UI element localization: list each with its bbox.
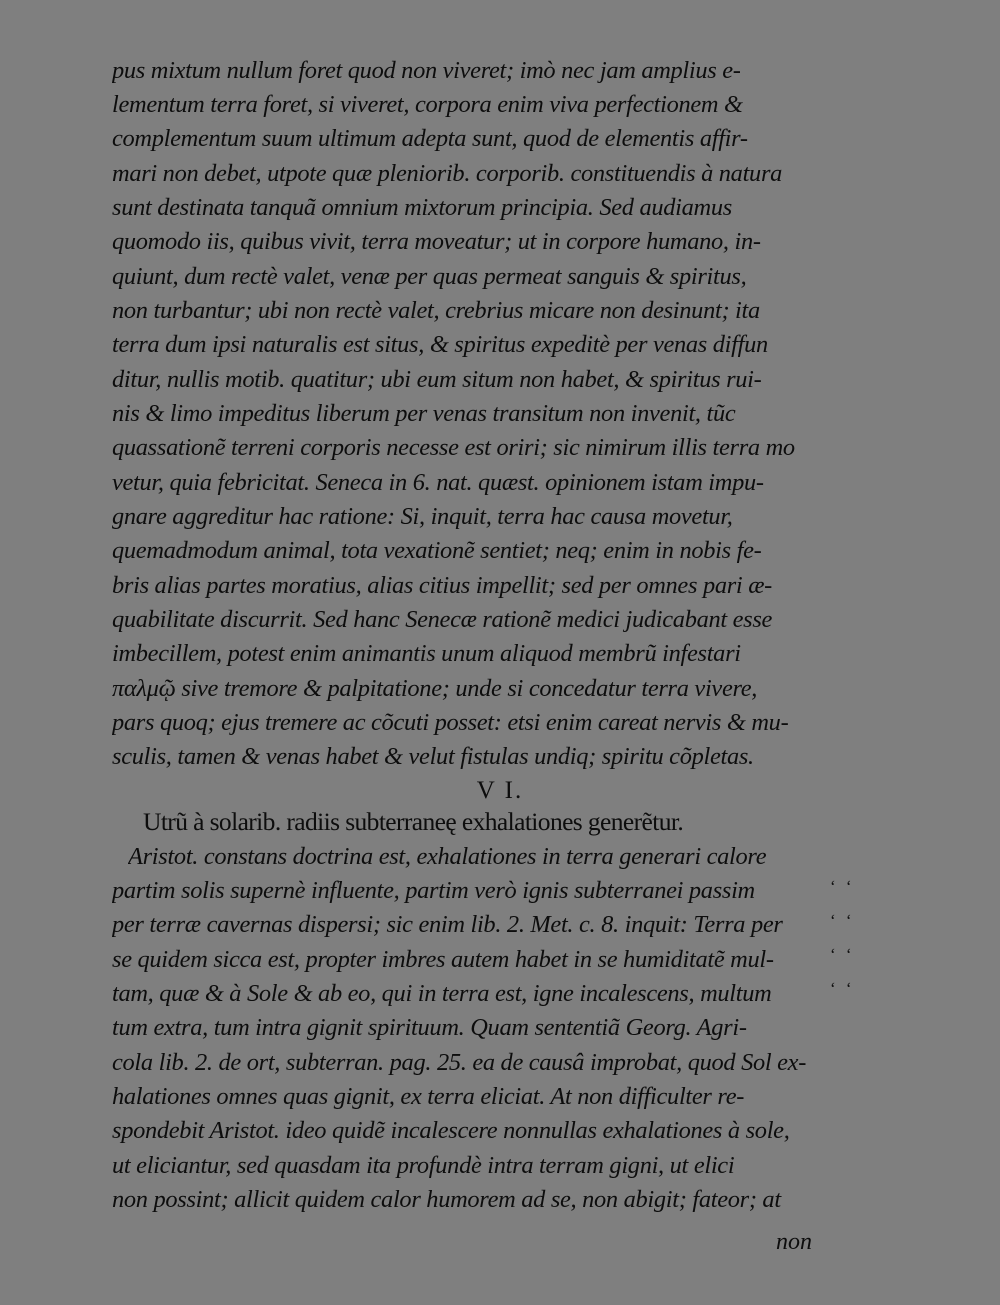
text-line: sculis, tamen & venas habet & velut fistulas undiq; spiritu cõpletas. [112, 743, 754, 770]
text-line: tam, quæ & à Sole & ab eo, qui in terra est, igne incalescens, multum [112, 980, 772, 1007]
text-line: quemadmodum animal, tota vexationẽ sentiet; neq; enim in nobis fe- [112, 537, 762, 564]
text-line: pus mixtum nullum foret quod non viveret; imò nec jam amplius e- [112, 57, 741, 84]
text-line: vetur, quia febricitat. Seneca in 6. nat. quæst. opinionem istam impu- [112, 469, 764, 496]
text-line: non possint; allicit quidem calor humorem ad se, non abigit; fateor; at [112, 1186, 781, 1213]
text-line: quassationẽ terreni corporis necesse est oriri; sic nimirum illis terra mo [112, 434, 795, 461]
text-line: ut eliciantur, sed quasdam ita profundè intra terram gigni, ut elici [112, 1152, 735, 1179]
section-heading: V I. [476, 777, 524, 804]
text-line: halationes omnes quas gignit, ex terra eliciat. At non difficulter re- [112, 1083, 745, 1110]
text-line: ditur, nullis motib. quatitur; ubi eum situm non habet, & spiritus rui- [112, 366, 762, 393]
margin-quote-mark: ‘ ‘ [830, 945, 855, 964]
catchword: non [776, 1229, 812, 1255]
text-line: partim solis supernè influente, partim verò ignis subterranei passim [112, 877, 755, 904]
section-subtitle: Utrũ à solarib. radiis subterraneę exhalationes generẽtur. [143, 807, 684, 836]
text-line: non turbantur; ubi non rectè valet, crebrius micare non desinunt; ita [112, 297, 760, 324]
margin-quote-mark: ‘ ‘ [830, 911, 855, 930]
text-line: bris alias partes moratius, alias citius impellit; sed per omnes pari æ- [112, 572, 772, 599]
text-line: tum extra, tum intra gignit spirituum. Quam sententiã Georg. Agri- [112, 1014, 747, 1041]
text-line: imbecillem, potest enim animantis unum aliquod membrũ infestari [112, 640, 741, 667]
text-line: per terræ cavernas dispersi; sic enim lib. 2. Met. c. 8. inquit: Terra per [112, 911, 783, 938]
text-line: Aristot. constans doctrina est, exhalationes in terra generari calore [128, 843, 767, 870]
text-line: quiunt, dum rectè valet, venæ per quas permeat sanguis & spiritus, [112, 263, 747, 290]
text-line: mari non debet, utpote quæ pleniorib. corporib. constituendis à natura [112, 160, 783, 187]
text-line: sunt destinata tanquã omnium mixtorum principia. Sed audiamus [112, 194, 732, 221]
text-line: lementum terra foret, si viveret, corpora enim viva perfectionem & [112, 91, 743, 118]
margin-quote-mark: ‘ ‘ [830, 877, 855, 896]
text-line: nis & limo impeditus liberum per venas transitum non invenit, tũc [112, 400, 736, 427]
text-line: παλμῷ sive tremore & palpitatione; unde si concedatur terra vivere, [112, 675, 758, 702]
text-line: quomodo iis, quibus vivit, terra moveatur; ut in corpore humano, in- [112, 228, 761, 255]
text-line: pars quoq; ejus tremere ac cõcuti posset: etsi enim careat nervis & mu- [112, 709, 789, 736]
text-line: quabilitate discurrit. Sed hanc Senecæ rationẽ medici judicabant esse [112, 606, 773, 633]
text-line: spondebit Aristot. ideo quidẽ incalescere nonnullas exhalationes à sole, [112, 1117, 790, 1144]
text-line: cola lib. 2. de ort, subterran. pag. 25. ea de causâ improbat, quod Sol ex- [112, 1049, 807, 1076]
text-line: complementum suum ultimum adepta sunt, quod de elementis affir- [112, 125, 748, 152]
text-line: gnare aggreditur hac ratione: Si, inquit, terra hac causa movetur, [112, 503, 733, 530]
margin-quote-mark: ‘ ‘ [830, 979, 855, 998]
text-line: terra dum ipsi naturalis est situs, & spiritus expeditè per venas diffun [112, 331, 768, 358]
text-line: se quidem sicca est, propter imbres autem habet in se humiditatẽ mul- [112, 946, 774, 973]
